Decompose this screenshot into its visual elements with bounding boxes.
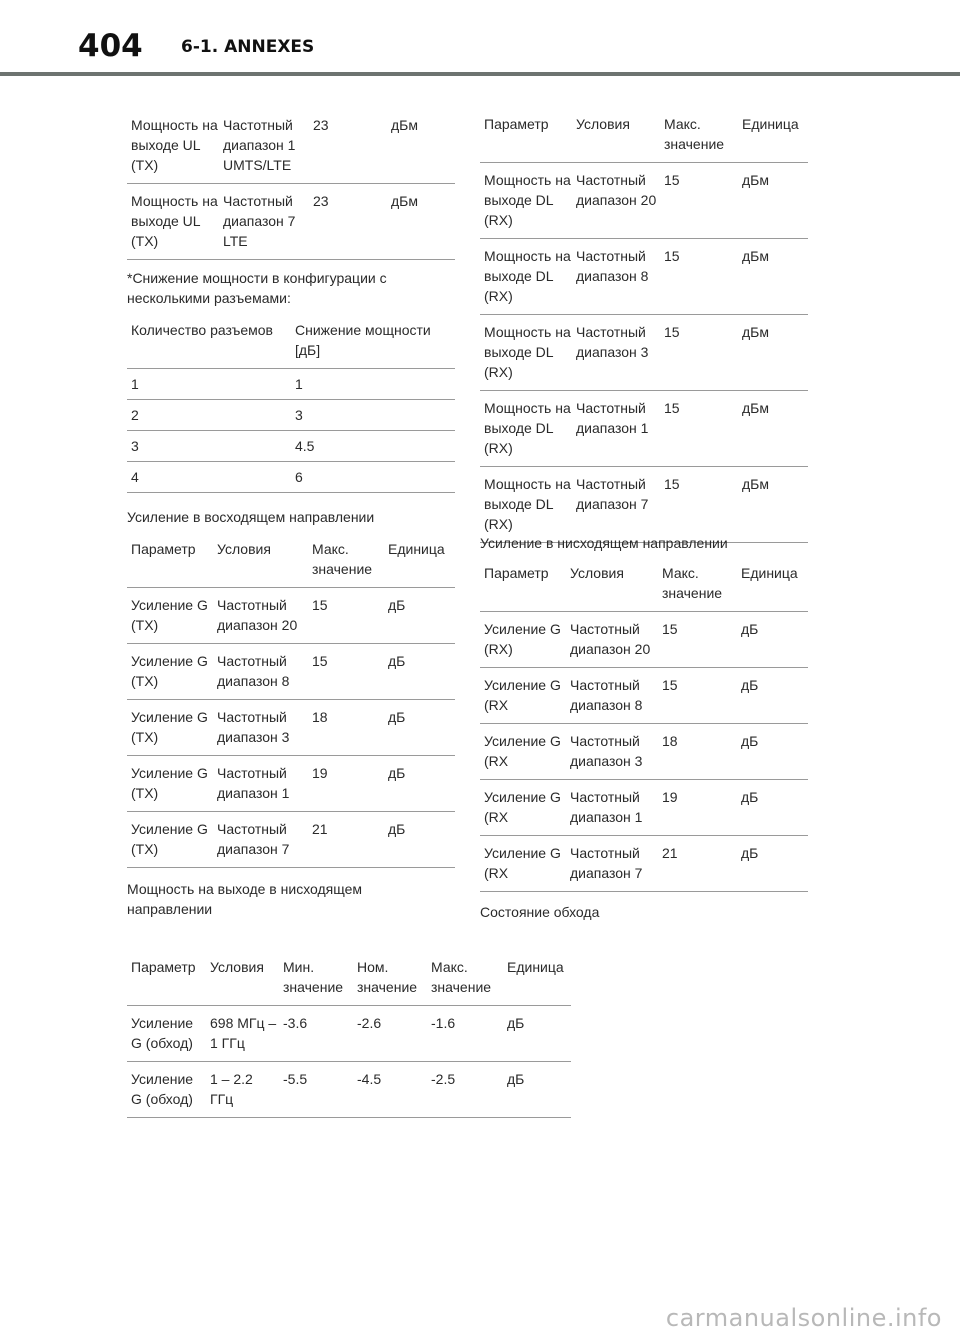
table-cell: дБ [741,789,759,805]
table-cell: Частотный диапазон 7 LTE [223,193,296,249]
column-header: Снижение мощности [дБ] [295,322,431,358]
column-header: Макс. значение [664,116,725,152]
table-cell: Усиление G (RX) [484,621,561,657]
table-cell: 15 [664,400,680,416]
table-cell: дБм [391,117,418,133]
table-ul-lte [127,108,455,260]
title-downlink-power: Мощность на выходе в нисходящем направлении [127,881,363,917]
table-cell: дБм [742,324,769,340]
table-uplink-gain-block [127,533,455,868]
table-cell: 15 [662,677,678,693]
table-cell: 15 [664,324,680,340]
table-cell: Частотный диапазон 1 [217,765,290,801]
table-downlink-gain-block [480,557,808,892]
watermark: carmanualsonline.info [665,1304,942,1332]
table-cell: дБ [388,597,406,613]
table-cell: Мощность на выходе DL (RX) [484,248,571,304]
table-row [480,724,808,780]
table-cell: -4.5 [357,1071,382,1087]
table-cell: Частотный диапазон 20 [217,597,298,633]
table-header-row [480,557,808,612]
table-cell: -3.6 [283,1015,308,1031]
table-row [127,400,455,431]
table-connectors-block [127,314,455,493]
column-header: Макс. значение [662,565,723,601]
column-header: Условия [570,565,624,581]
table-cell: 3 [131,438,139,454]
table-downlink-power [480,108,808,543]
table-row [127,1006,571,1062]
table-ul-lte-block [127,108,455,260]
page-number: 404 [78,28,143,64]
table-cell: Усиление G (RX [484,733,561,769]
column-header: Единица [741,565,798,581]
title-downlink-gain: Усиление в нисходящем направлении [480,535,728,551]
table-row [127,108,455,184]
table-connectors [127,314,455,493]
section-title: 6-1. ANNEXES [181,37,315,57]
header-rule [0,72,960,76]
column-header: Параметр [131,959,196,975]
column-header: Единица [742,116,799,132]
column-header: Количество разъемов [131,322,273,338]
table-cell: Усиление G (TX) [131,597,208,633]
table-cell: 19 [312,765,328,781]
table-header-row [127,314,455,369]
table-cell: Частотный диапазон 3 [576,324,649,360]
table-cell: 1 – 2.2 ГГц [210,1071,253,1107]
table-cell: Частотный диапазон 7 [570,845,643,881]
table-row [127,369,455,400]
table-cell: Частотный диапазон 20 [570,621,651,657]
table-cell: 18 [662,733,678,749]
table-cell: 19 [662,789,678,805]
table-cell: Частотный диапазон 3 [217,709,290,745]
table-cell: 23 [313,117,329,133]
column-header: Параметр [131,541,196,557]
table-row [480,467,808,543]
table-row [127,431,455,462]
table-cell: Усиление G (TX) [131,653,208,689]
table-row [480,668,808,724]
table-cell: Мощность на выходе UL (TX) [131,193,218,249]
table-cell: Частотный диапазон 3 [570,733,643,769]
title-uplink-gain: Усиление в восходящем направлении [127,509,375,525]
table-cell: 15 [664,476,680,492]
table-cell: 15 [312,597,328,613]
table-uplink-gain [127,533,455,868]
table-cell: дБм [742,400,769,416]
note-reduction: *Снижение мощности в конфигурации с несколькими разъемами: [127,270,387,306]
column-header: Ном. значение [357,959,418,995]
table-cell: 15 [664,248,680,264]
table-row [127,700,455,756]
column-header: Мин. значение [283,959,344,995]
table-cell: 15 [312,653,328,669]
table-cell: Мощность на выходе DL (RX) [484,400,571,456]
table-header-row [127,533,455,588]
table-cell: 21 [662,845,678,861]
table-cell: Мощность на выходе DL (RX) [484,172,571,228]
table-cell: дБ [388,765,406,781]
table-header-row [480,108,808,163]
table-cell: дБ [388,653,406,669]
table-cell: Усиление G (обход) [131,1071,194,1107]
table-cell: Частотный диапазон 1 UMTS/LTE [223,117,296,173]
table-cell: Усиление G (RX [484,789,561,825]
table-cell: 4.5 [295,438,315,454]
title-bypass: Состояние обхода [480,904,600,920]
table-cell: 2 [131,407,139,423]
table-cell: Частотный диапазон 8 [570,677,643,713]
table-cell: 18 [312,709,328,725]
table-bypass-block [127,951,571,1118]
table-row [480,315,808,391]
table-row [480,163,808,239]
table-header-row [127,951,571,1006]
table-cell: -5.5 [283,1071,308,1087]
table-cell: -2.6 [357,1015,382,1031]
table-cell: Мощность на выходе UL (TX) [131,117,218,173]
table-cell: Частотный диапазон 20 [576,172,657,208]
table-row [480,780,808,836]
table-row [127,588,455,644]
column-header: Параметр [484,565,549,581]
table-cell: дБ [741,845,759,861]
table-cell: Частотный диапазон 7 [217,821,290,857]
table-cell: дБм [742,248,769,264]
table-cell: Усиление G (RX [484,845,561,881]
table-downlink-power-block [480,108,808,543]
table-cell: Усиление G (TX) [131,765,208,801]
table-cell: дБ [741,621,759,637]
table-row [480,239,808,315]
table-cell: дБм [742,172,769,188]
table-cell: Частотный диапазон 7 [576,476,649,512]
table-cell: 3 [295,407,303,423]
table-cell: дБ [388,821,406,837]
table-cell: дБм [391,193,418,209]
table-row [127,756,455,812]
table-cell: дБм [742,476,769,492]
table-cell: дБ [741,733,759,749]
table-cell: Частотный диапазон 8 [217,653,290,689]
table-row [480,836,808,892]
table-cell: дБ [741,677,759,693]
table-downlink-gain [480,557,808,892]
table-row [127,462,455,493]
column-header: Единица [507,959,564,975]
table-cell: Усиление G (обход) [131,1015,194,1051]
table-cell: Усиление G (TX) [131,709,208,745]
table-row [127,644,455,700]
table-cell: 15 [662,621,678,637]
column-header: Макс. значение [312,541,373,577]
table-cell: 21 [312,821,328,837]
table-cell: -1.6 [431,1015,456,1031]
column-header: Условия [210,959,264,975]
table-cell: 6 [295,469,303,485]
column-header: Единица [388,541,445,557]
table-row [127,1062,571,1118]
column-header: Макс. значение [431,959,492,995]
table-cell: Мощность на выходе DL (RX) [484,476,571,532]
table-cell: Усиление G (RX [484,677,561,713]
column-header: Параметр [484,116,549,132]
column-header: Условия [576,116,630,132]
table-row [480,391,808,467]
table-bypass [127,951,571,1118]
table-cell: Частотный диапазон 8 [576,248,649,284]
table-row [127,812,455,868]
table-cell: 23 [313,193,329,209]
table-cell: Мощность на выходе DL (RX) [484,324,571,380]
table-cell: Частотный диапазон 1 [570,789,643,825]
table-cell: дБ [507,1071,525,1087]
page-header [0,0,960,78]
table-row [480,612,808,668]
table-cell: 1 [131,376,139,392]
table-cell: 1 [295,376,303,392]
table-cell: дБ [507,1015,525,1031]
table-cell: Частотный диапазон 1 [576,400,649,436]
column-header: Условия [217,541,271,557]
table-cell: -2.5 [431,1071,456,1087]
table-cell: Усиление G (TX) [131,821,208,857]
table-cell: дБ [388,709,406,725]
table-row [127,184,455,260]
table-cell: 4 [131,469,139,485]
table-cell: 698 МГц – 1 ГГц [210,1015,277,1051]
table-cell: 15 [664,172,680,188]
